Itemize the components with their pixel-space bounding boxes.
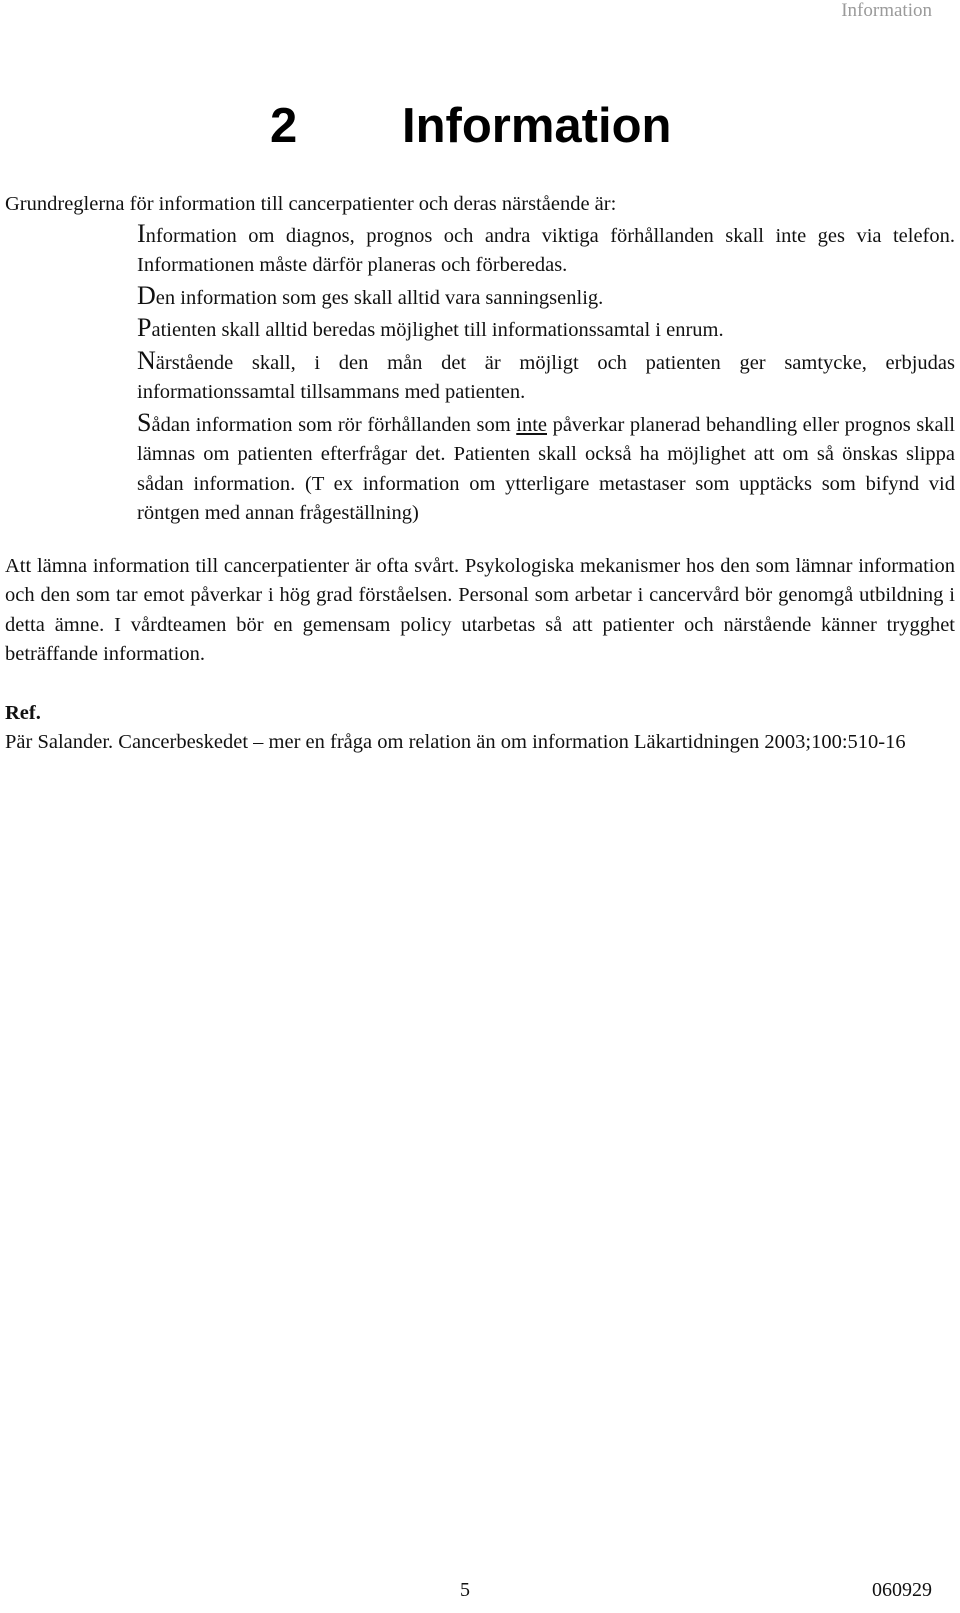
references-heading: Ref.	[5, 701, 41, 724]
rule-text: atienten skall alltid beredas möjlighet till informationssamtal i enrum.	[151, 319, 724, 341]
rule-item	[137, 218, 955, 281]
rule-initial: I	[137, 218, 146, 248]
page-number: 5	[460, 1579, 470, 1601]
rule-item	[137, 280, 955, 314]
intro-text: Grundreglerna för information till cancerpatienter och deras närstående är:	[5, 193, 617, 215]
rule-initial: D	[137, 280, 156, 310]
rule-initial: N	[137, 345, 156, 375]
footer-date-code: 060929	[872, 1579, 932, 1601]
chapter-heading	[270, 96, 671, 156]
rule-text: ärstående skall, i den mån det är möjligt och patienten ger samtycke, erbjudas informationssamtal tillsammans med patienten.	[137, 351, 955, 403]
rule-item	[137, 345, 955, 408]
rule-text-after: påverkar planerad behandling eller prognos skall lämnas om patienten efterfrågar det. Patienten skall också ha möjlighet att om så önskas slippa sådan information. (T ex information om ytterligare metastaser som upptäcks som bifynd vid röntgen med annan frågeställning)	[137, 413, 955, 524]
rule-item	[137, 313, 955, 346]
reference-entry: Pär Salander. Cancerbeskedet – mer en fråga om relation än om information Läkartidningen 2003;100:510-16	[5, 731, 906, 753]
chapter-number: 2	[270, 99, 298, 153]
rule-text: nformation om diagnos, prognos och andra viktiga förhållanden skall inte ges via telefon. Informationen måste därför planeras och förberedas.	[137, 224, 955, 276]
rule-initial: S	[137, 407, 152, 437]
body-paragraph: Att lämna information till cancerpatienter är ofta svårt. Psykologiska mekanismer hos den som lämnar information och den som tar emot påverkar i hög grad förståelsen. Personal som arbetar i cancervård bör genomgå utbildning i detta ämne. I vårdteamen bör en gemensam policy utarbetas så att patienter och närstående känner trygghet beträffande information.	[5, 554, 955, 665]
rule-initial: P	[137, 313, 152, 342]
rule-text: en information som ges skall alltid vara sanningsenlig.	[155, 286, 604, 309]
chapter-title: Information	[402, 99, 672, 153]
rules-list	[5, 218, 955, 529]
document-body	[5, 190, 955, 758]
rule-underlined-word: inte	[516, 413, 547, 436]
rule-text-before: ådan information som rör förhållanden som	[151, 413, 517, 436]
rule-item	[137, 407, 955, 529]
running-header: Information	[841, 0, 932, 21]
